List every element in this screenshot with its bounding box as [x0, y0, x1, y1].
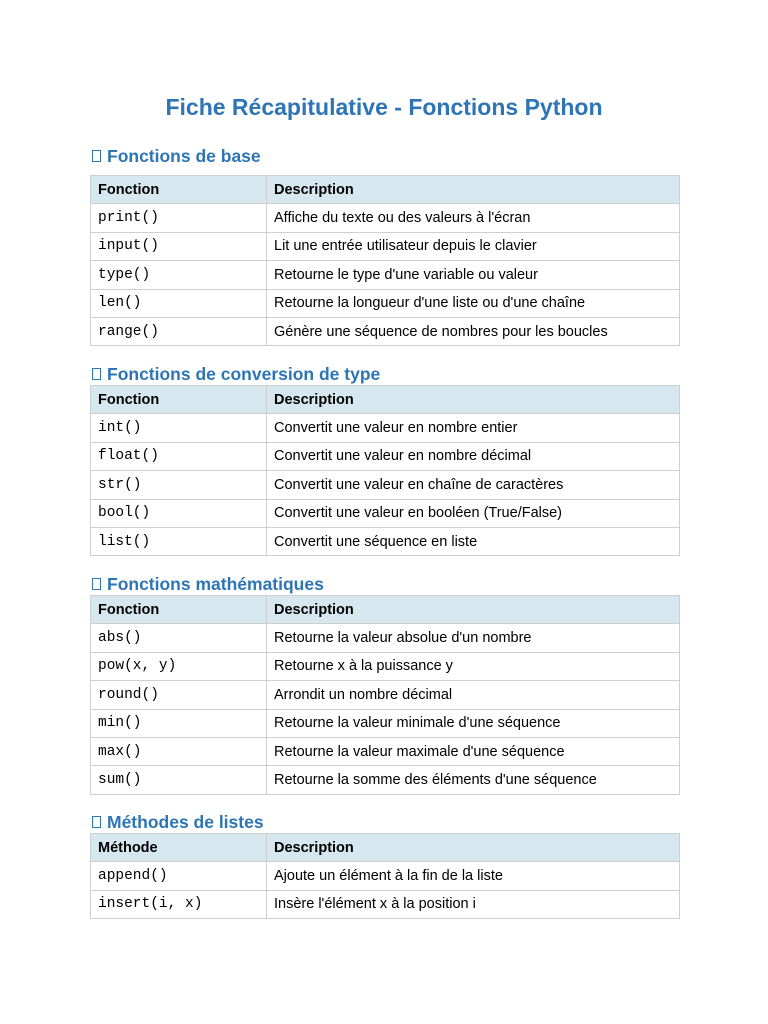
checkbox-glyph-icon	[92, 816, 101, 828]
function-description: Retourne la valeur absolue d'un nombre	[267, 624, 680, 652]
function-name: sum()	[91, 766, 267, 794]
functions-table	[90, 175, 680, 346]
table-header-row	[91, 834, 680, 862]
section-title-text: Fonctions de base	[107, 146, 261, 166]
functions-table	[90, 595, 680, 795]
column-header: Fonction	[91, 386, 267, 414]
table-row	[91, 624, 680, 652]
checkbox-glyph-icon	[92, 150, 101, 162]
section-fonctions-mathematiques	[90, 574, 679, 795]
table-row	[91, 527, 680, 555]
function-description: Retourne x à la puissance y	[267, 652, 680, 680]
function-name: len()	[91, 289, 267, 317]
section-title	[90, 812, 679, 832]
table-row	[91, 261, 680, 289]
table-row	[91, 737, 680, 765]
function-description: Retourne la valeur maximale d'une séquence	[267, 737, 680, 765]
function-name: bool()	[91, 499, 267, 527]
method-description: Ajoute un élément à la fin de la liste	[267, 862, 680, 890]
column-header: Description	[267, 834, 680, 862]
function-description: Retourne la valeur minimale d'une séquence	[267, 709, 680, 737]
table-row	[91, 890, 680, 918]
section-title-text: Méthodes de listes	[107, 812, 264, 832]
function-name: print()	[91, 204, 267, 232]
function-description: Arrondit un nombre décimal	[267, 681, 680, 709]
table-row	[91, 317, 680, 345]
column-header: Fonction	[91, 176, 267, 204]
function-name: float()	[91, 442, 267, 470]
column-header: Description	[267, 386, 680, 414]
table-header-row	[91, 386, 680, 414]
table-row	[91, 766, 680, 794]
column-header: Description	[267, 176, 680, 204]
section-fonctions-de-base	[90, 146, 679, 346]
function-description: Retourne la somme des éléments d'une séquence	[267, 766, 680, 794]
table-row	[91, 204, 680, 232]
column-header: Description	[267, 596, 680, 624]
table-row	[91, 442, 680, 470]
function-description: Lit une entrée utilisateur depuis le clavier	[267, 232, 680, 260]
function-name: abs()	[91, 624, 267, 652]
column-header: Méthode	[91, 834, 267, 862]
function-name: type()	[91, 261, 267, 289]
section-methodes-de-listes	[90, 812, 679, 919]
function-name: round()	[91, 681, 267, 709]
function-name: pow(x, y)	[91, 652, 267, 680]
function-name: list()	[91, 527, 267, 555]
table-row	[91, 681, 680, 709]
section-title	[90, 574, 679, 594]
checkbox-glyph-icon	[92, 578, 101, 590]
function-name: max()	[91, 737, 267, 765]
function-name: range()	[91, 317, 267, 345]
table-header-row	[91, 596, 680, 624]
table-row	[91, 289, 680, 317]
table-row	[91, 652, 680, 680]
function-description: Retourne le type d'une variable ou valeur	[267, 261, 680, 289]
function-description: Affiche du texte ou des valeurs à l'écran	[267, 204, 680, 232]
function-description: Convertit une valeur en nombre entier	[267, 414, 680, 442]
method-name: insert(i, x)	[91, 890, 267, 918]
method-name: append()	[91, 862, 267, 890]
table-row	[91, 709, 680, 737]
table-header-row	[91, 176, 680, 204]
checkbox-glyph-icon	[92, 368, 101, 380]
section-title-text: Fonctions de conversion de type	[107, 364, 381, 384]
function-description: Convertit une valeur en booléen (True/False)	[267, 499, 680, 527]
methods-table	[90, 833, 680, 919]
function-description: Convertit une séquence en liste	[267, 527, 680, 555]
function-name: min()	[91, 709, 267, 737]
column-header: Fonction	[91, 596, 267, 624]
section-title	[90, 364, 679, 384]
function-name: input()	[91, 232, 267, 260]
table-row	[91, 471, 680, 499]
function-description: Convertit une valeur en chaîne de caractères	[267, 471, 680, 499]
page-title: Fiche Récapitulative - Fonctions Python	[165, 94, 603, 120]
section-title	[90, 146, 679, 166]
table-row	[91, 499, 680, 527]
table-row	[91, 414, 680, 442]
section-fonctions-de-conversion	[90, 364, 679, 556]
function-name: str()	[91, 471, 267, 499]
function-description: Génère une séquence de nombres pour les boucles	[267, 317, 680, 345]
table-row	[91, 232, 680, 260]
table-row	[91, 862, 680, 890]
functions-table	[90, 385, 680, 556]
function-description: Convertit une valeur en nombre décimal	[267, 442, 680, 470]
function-name: int()	[91, 414, 267, 442]
method-description: Insère l'élément x à la position i	[267, 890, 680, 918]
section-title-text: Fonctions mathématiques	[107, 574, 324, 594]
function-description: Retourne la longueur d'une liste ou d'une chaîne	[267, 289, 680, 317]
